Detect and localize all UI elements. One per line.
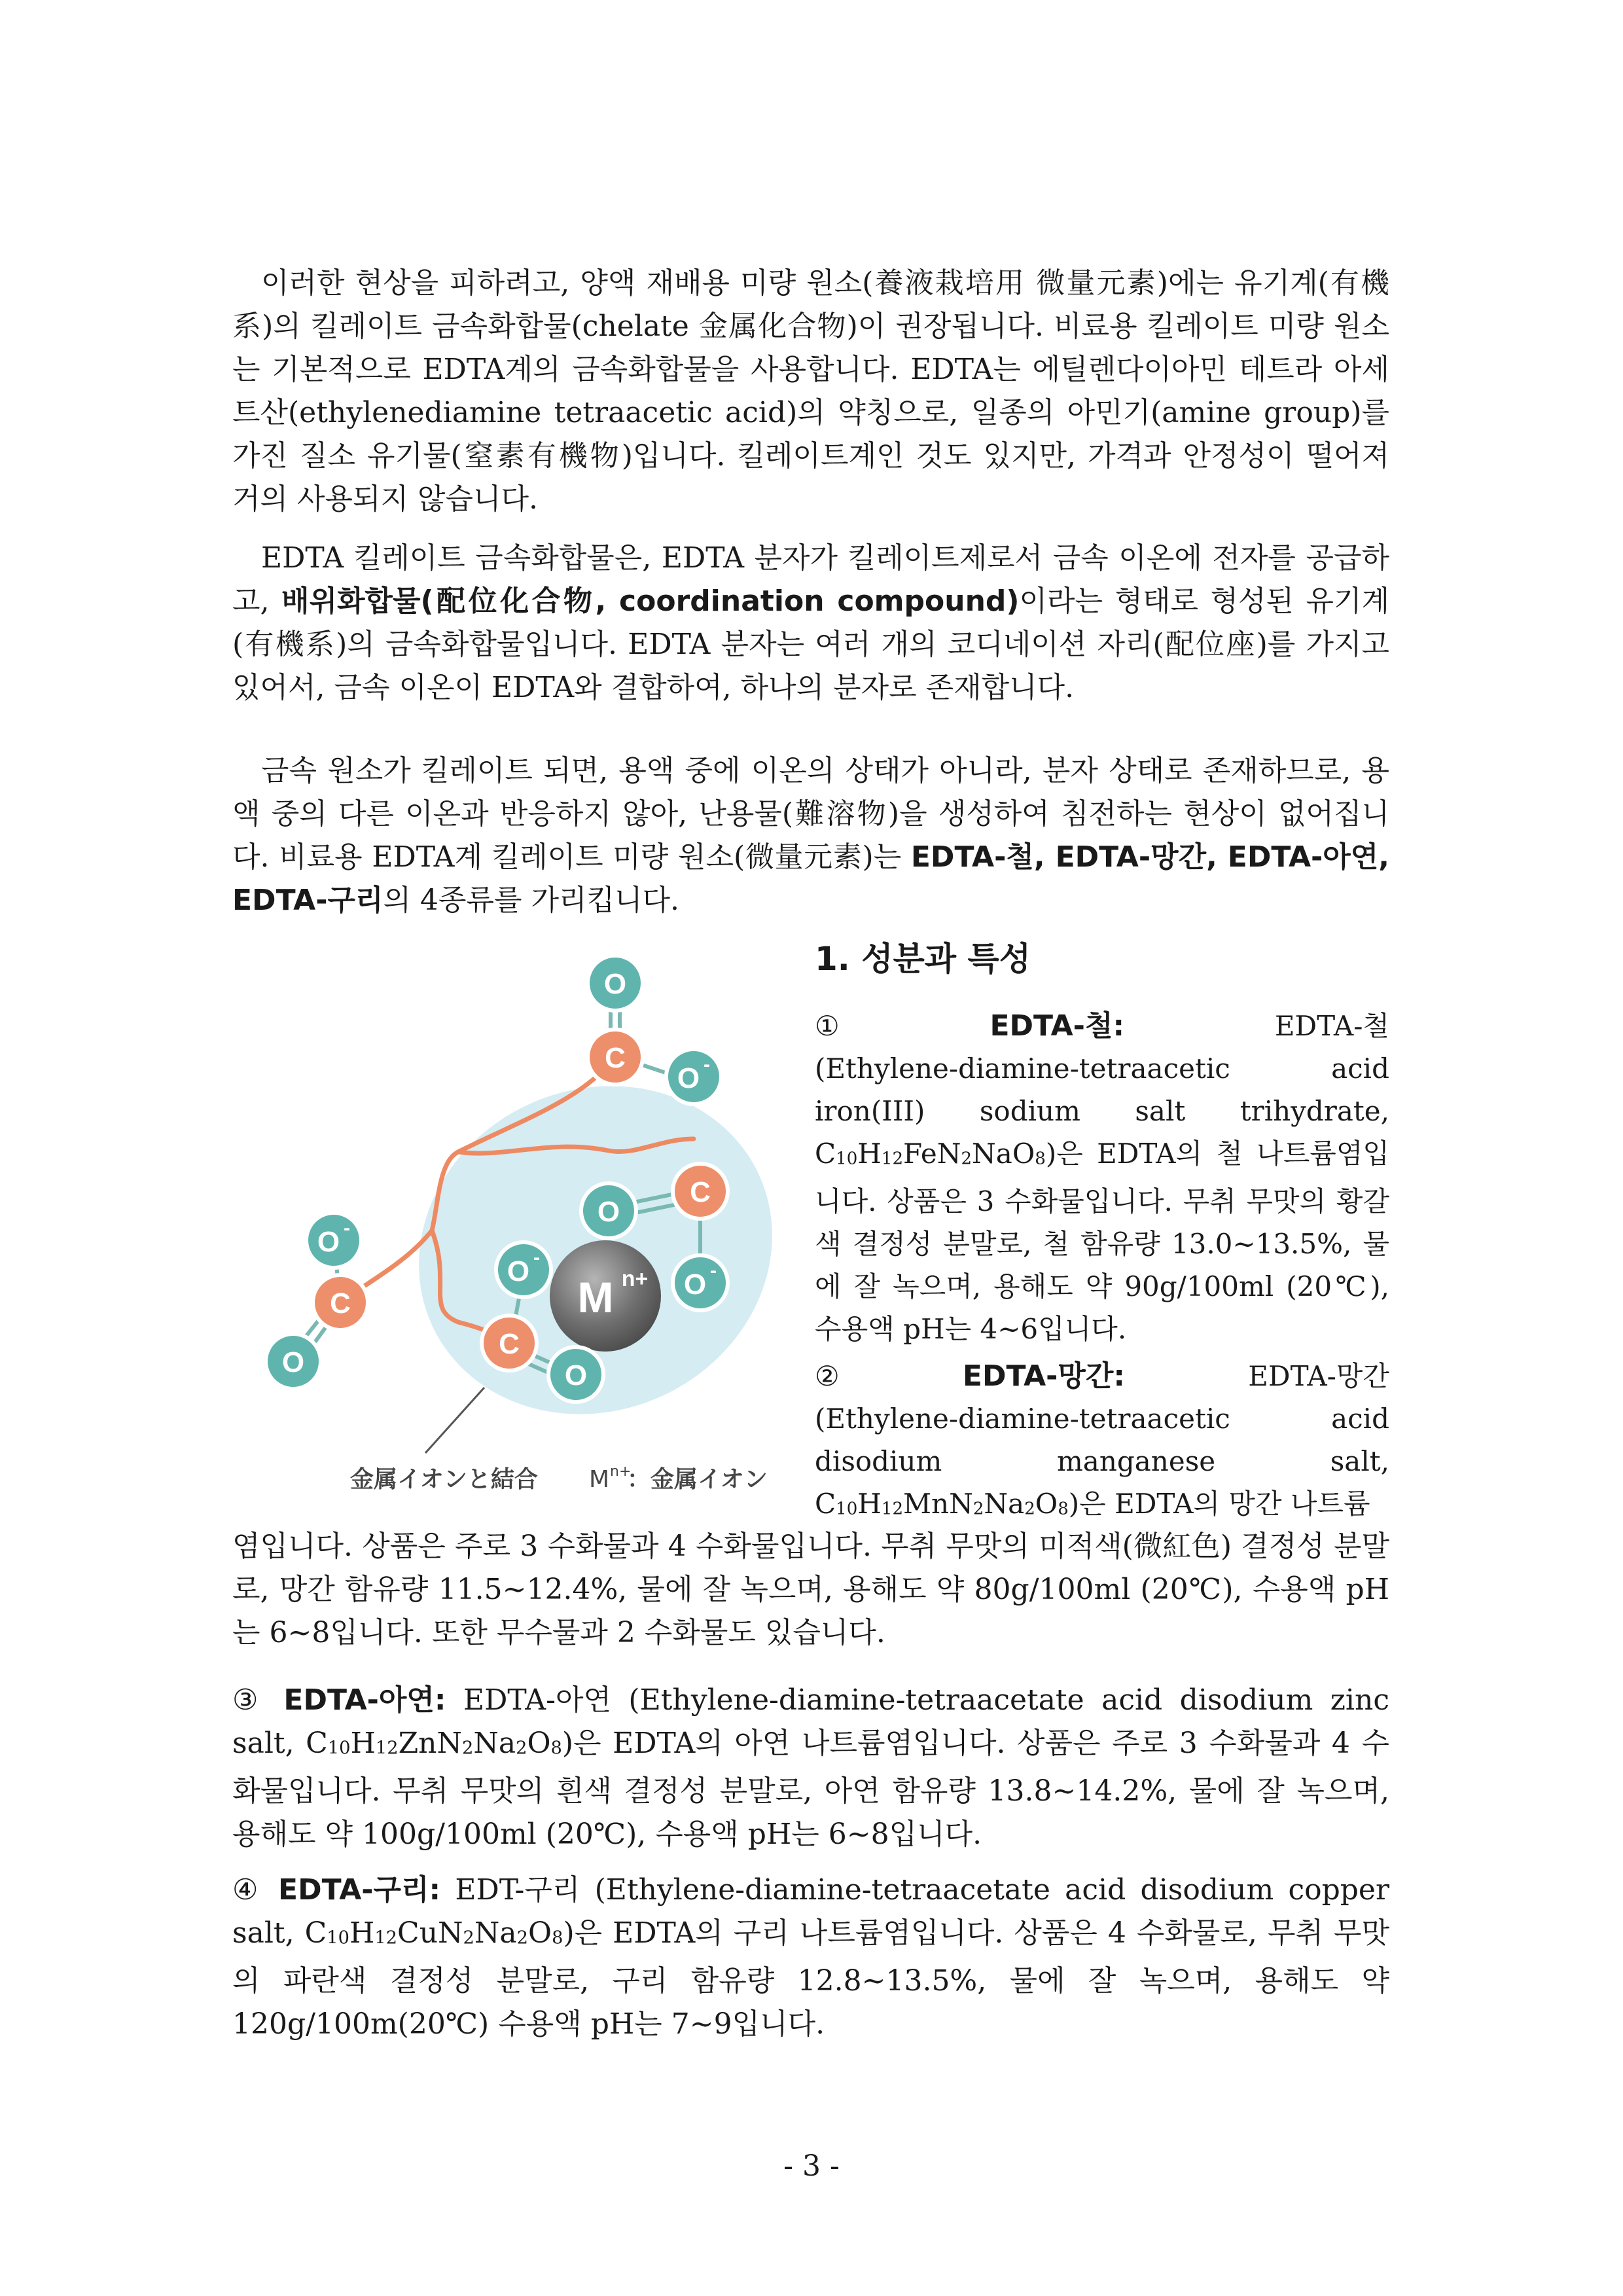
paragraph-chelated-metal-text-a: 금속 원소가 킬레이트 되면, 용액 중에 이온의 상태가 아니라, 분자 상태로 존재하므로, 용액 중의 다른 이온과 반응하지 않아, 난용물(難溶物)을 생성하여 침전하는 현상이 없어집니다. 비료용 EDTA계 킬레이트 미량 원소(微量元素)는: [232, 754, 1389, 874]
item-text: (Ethylene-diamine-tetraacetic: [815, 1403, 1230, 1435]
item-edta-copper-title: EDTA-구리:: [278, 1873, 441, 1907]
edta-types-list: EDTA-철, EDTA-망간, EDTA-아연, EDTA-구리: [232, 840, 1390, 917]
metal-ion-legend-charge: n+: [610, 1463, 632, 1480]
item-edta-manganese-heading: [815, 1355, 1389, 1397]
oxygen-atom-label: O: [281, 1346, 305, 1378]
paragraph-edta-chelate-text-b: 이라는 형태로 형성된 유기계(有機系)의 금속화합물입니다. EDTA 분자는 여러 개의 코디네이션 자리(配位座)를 가지고 있어서, 금속 이온이 EDTA와 결합하여, 하나의 분자로 존재합니다.: [232, 584, 1389, 704]
oxygen-ion-charge: -: [344, 1217, 350, 1239]
item-number: ②: [815, 1360, 840, 1392]
item-edta-iron-body: [815, 1047, 1389, 1350]
item-edta-manganese-line2: [815, 1440, 1389, 1482]
metal-ion-legend-symbol: M: [589, 1466, 610, 1493]
item-edta-iron: [815, 1005, 1389, 1350]
formula-part: H: [857, 1488, 882, 1520]
formula-subscript: 12: [374, 1928, 398, 1948]
item-edta-manganese-name: EDTA-망간: [1248, 1360, 1389, 1392]
formula-subscript: 2: [972, 1499, 984, 1519]
paragraph-chelated-metal: [232, 749, 1389, 922]
item-edta-manganese-line3: [815, 1482, 1389, 1530]
item-edta-manganese: [815, 1355, 1389, 1530]
oxygen-ion-charge: -: [533, 1247, 540, 1268]
oxygen-ion-charge: -: [704, 1054, 710, 1075]
metal-bond-pointer: [425, 1388, 484, 1453]
formula-part: O: [527, 1727, 551, 1760]
formula-subscript: 8: [552, 1928, 563, 1948]
metal-binding-label: 金属イオンと結合: [350, 1466, 538, 1493]
formula-part: H: [350, 1727, 376, 1760]
formula-subscript: 2: [1024, 1499, 1035, 1519]
formula-subscript: 10: [327, 1738, 351, 1759]
edta-chelate-figure: [242, 942, 779, 1505]
item-edta-zinc-title: EDTA-아연:: [283, 1683, 446, 1717]
oxygen-ion-label: O: [317, 1226, 340, 1258]
formula-subscript: 2: [463, 1928, 474, 1948]
item-text: )은 EDTA의 망간 나트륨: [1068, 1488, 1370, 1520]
metal-ion-legend-text: ：金属イオン: [627, 1466, 768, 1493]
oxygen-ion-label: O: [507, 1255, 530, 1287]
item-text: manganese: [1056, 1445, 1216, 1477]
oxygen-atom-label: O: [564, 1359, 588, 1391]
item-text: )은 EDTA의 철 나트륨염입니다. 상품은 3 수화물입니다. 무취 무맛의 황갈색 결정성 분말로, 철 함유량 13.0~13.5%, 물에 잘 녹으며, 용해도 약 90g/100ml (20℃), 수용액 pH는 4~6입니다.: [815, 1138, 1389, 1346]
item-edta-iron-heading: [815, 1005, 1389, 1047]
item-number: ③: [232, 1683, 266, 1717]
oxygen-atom-label: O: [597, 1196, 620, 1228]
formula-part: CuN: [397, 1916, 463, 1950]
formula-part: Na: [473, 1727, 516, 1760]
item-text: EDTA-아연 (Ethylene-diamine-tetraacetate acid disodium zinc salt, C: [232, 1683, 1389, 1760]
formula-part: O: [528, 1916, 552, 1950]
formula-subscript: 8: [550, 1738, 562, 1759]
item-text: (Ethylene-diamine-tetraacetic acid iron(III) sodium salt trihydrate, C: [815, 1052, 1389, 1170]
formula-part: O: [1035, 1488, 1058, 1520]
paragraph-edta-chelate-text-a: EDTA 킬레이트 금속화합물은, EDTA 분자가 킬레이트제로서 금속 이온에 전자를 공급하고,: [232, 541, 1389, 618]
item-number: ①: [815, 1010, 840, 1042]
item-text: acid: [1331, 1403, 1389, 1435]
item-edta-iron-title: EDTA-철:: [990, 1009, 1125, 1043]
formula-subscript: 12: [375, 1738, 399, 1759]
formula-subscript: 2: [516, 1738, 527, 1759]
item-edta-manganese-line1: [815, 1397, 1389, 1440]
item-text: )은 EDTA의 구리 나트륨염입니다. 상품은 4 수화물로, 무취 무맛의 파란색 결정성 분말로, 구리 함유량 12.8~13.5%, 물에 잘 녹으며, 용해도 약 120g/100m(20℃) 수용액 pH는 7~9입니다.: [232, 1916, 1389, 2041]
item-text: salt,: [1330, 1445, 1389, 1477]
item-edta-manganese-title: EDTA-망간:: [962, 1359, 1126, 1393]
formula-subscript: 8: [1058, 1499, 1069, 1519]
formula-part: H: [857, 1138, 882, 1170]
formula-subscript: 2: [462, 1738, 474, 1759]
edta-molecule-diagram: [242, 942, 779, 1505]
formula-part: C: [815, 1488, 836, 1520]
paragraph-edta-chelate: [232, 537, 1389, 709]
oxygen-ion-label: O: [677, 1062, 700, 1094]
metal-ion-charge: n+: [621, 1266, 649, 1291]
oxygen-ion-charge: -: [710, 1260, 717, 1282]
page-number: - 3 -: [783, 2149, 840, 2183]
formula-part: Na: [474, 1916, 517, 1950]
formula-part: Na: [984, 1488, 1025, 1520]
paragraph-intro: 이러한 현상을 피하려고, 양액 재배용 미량 원소(養液栽培用 微量元素)에는 유기계(有機系)의 킬레이트 금속화합물(chelate 金属化合物)이 권장됩니다. 비료용 킬레이트 미량 원소는 기본적으로 EDTA계의 금속화합물을 사용합니다. EDTA는 에틸렌다이아민 테트라 아세트산(ethylenediamine tetraacetic acid)의 약칭으로, 일종의 아민기(amine group)를 가진 질소 유기물(窒素有機物)입니다. 킬레이트계인 것도 있지만, 가격과 안정성이 떨어져 거의 사용되지 않습니다.: [232, 266, 1389, 516]
formula-subscript: 10: [327, 1928, 349, 1948]
paragraph-chelated-metal-text-b: 의 4종류를 가리킵니다.: [383, 884, 679, 917]
item-edta-iron-name: EDTA-철: [1274, 1010, 1389, 1042]
formula-part: NaO: [972, 1138, 1035, 1170]
item-edta-copper: [232, 1869, 1389, 2046]
formula-subscript: 12: [881, 1149, 904, 1169]
formula-part: MnN: [903, 1488, 973, 1520]
formula-part: ZnN: [398, 1727, 463, 1760]
item-text: EDT-구리 (Ethylene-diamine-tetraacetate acid disodium copper salt, C: [232, 1873, 1389, 1950]
carbon-atom-label: C: [605, 1042, 626, 1074]
formula-subscript: 10: [836, 1499, 858, 1519]
oxygen-ion-label: O: [683, 1268, 707, 1300]
carbon-atom-label: C: [690, 1176, 711, 1208]
item-edta-manganese-continued: 염입니다. 상품은 주로 3 수화물과 4 수화물입니다. 무취 무맛의 미적색(微紅色) 결정성 분말로, 망간 함유량 11.5~12.4%, 물에 잘 녹으며, 용해도 약 80g/100ml (20℃), 수용액 pH는 6~8입니다. 또한 무수물과 2 수화물도 있습니다.: [232, 1530, 1389, 1649]
formula-subscript: 2: [961, 1149, 972, 1169]
item-edta-zinc: [232, 1679, 1389, 1856]
item-number: ④: [232, 1873, 264, 1907]
formula-subscript: 8: [1035, 1149, 1046, 1169]
formula-part: FeN: [903, 1138, 961, 1170]
metal-ion-symbol: M: [577, 1273, 614, 1321]
carbon-atom-label: C: [499, 1328, 520, 1360]
coordination-compound-term: 배위화합물(配位化合物, coordination compound): [281, 584, 1020, 618]
formula-subscript: 12: [881, 1499, 904, 1519]
section-title: 1. 성분과 특성: [815, 940, 1031, 978]
item-text: disodium: [815, 1445, 942, 1477]
formula-subscript: 10: [836, 1149, 858, 1169]
item-text: )은 EDTA의 아연 나트륨염입니다. 상품은 주로 3 수화물과 4 수화물입니다. 무취 무맛의 흰색 결정성 분말로, 아연 함유량 13.8~14.2%, 물에 잘 녹으며, 용해도 약 100g/100ml (20℃), 수용액 pH는 6~8입니다.: [232, 1727, 1389, 1852]
carbon-atom-label: C: [330, 1287, 351, 1319]
formula-subscript: 2: [516, 1928, 528, 1948]
oxygen-atom-label: O: [603, 968, 627, 1000]
formula-part: H: [349, 1916, 375, 1950]
